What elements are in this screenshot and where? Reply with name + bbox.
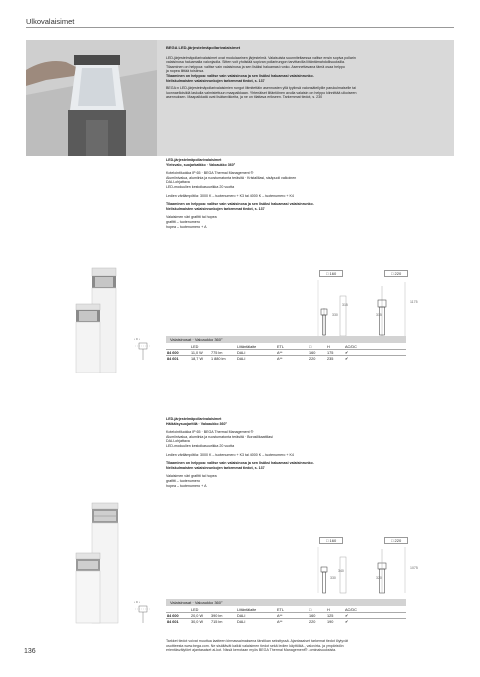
product-subtitle: Häikäisysuojaritilä · Valoaukko 360° [166,421,227,426]
svg-text:• D •: • D • [134,337,140,341]
dim-label-small: □ 160 [319,537,343,544]
dim-height-1: 340 [338,569,344,573]
col-ballast: Liitäntälaite [237,344,257,349]
intro-line: LED-järjestelmäpollarivalaisimet ovat modulaarinen järjestelmä. Valaisuista suunniteltaessa valitse ensin sopiva pollarin [166,55,356,60]
product1-text [166,158,416,229]
product-title: LED-järjestelmäpollarivalaisimet [166,417,222,421]
page-header-title: Ulkovalaisimet [26,17,75,26]
color-line: hopea – tuotenumero + A [166,483,207,488]
product-subtitle: Yleisvalo, suojarkatkko · Valoaukko 360° [166,162,236,167]
product-line: Kotelointiluokka IP 65 · BEGA Thermal Management ® [166,171,254,176]
footer-line: Tarkket tiedot voivat muuttua laatteen kirmassaimaksena tärstikan seksttyssä. Ajantasaiset tarkemat tiedot löytyvät [166,639,348,643]
page-number: 136 [24,648,36,655]
col-height: H [327,607,330,612]
dimension-drawing [310,543,420,600]
dimension-drawing [310,276,420,343]
spec-header-2: Valaisinosat · Valoaukko 360° [166,599,406,606]
table-row: 84 601 30,0 W 715 lm DALI A** 220 190 ✔ [166,619,406,625]
spec-table-1 [166,344,406,362]
intro-line: BEGA:n LED-järjestelmäpollarivalaisimien rungot liitmitettäin asennusten yllä tyylinsä valonsäteilyille parukulmaiselle tai [166,86,356,91]
header-rule [26,27,454,28]
intro-text [166,46,446,100]
product-line: Alumiinivalua, alumiinia ja ruostumatonta teräsitä · Kristallilasi, sisäpuoli valkoinen [166,175,297,180]
spec-table-2 [166,607,406,625]
intro-bold-line: Neliskulmaisten valaisinrunkojen tarkemmat tiedot, s. 137 [166,78,265,83]
dim-label-large: □ 220 [384,270,408,277]
table-row: 84 601 18,7 W 1 880 lm DALI A** 220 235 ✔ [166,356,406,362]
intro-line: valaisinosa haluamalla valonjaolla. Sitten voit yhdistää sopivan pollarirungon tarvittavilla liitäntämahdollisuuksilla. [166,60,345,65]
col-acdc: AC/DC [345,607,357,612]
product-line: LED-moduulien kestoikasuurikka 20 vuotta [166,443,235,448]
dim-height-4: 1075 [410,566,418,570]
color-line: grafitti – tuotenumero [166,478,200,483]
dim-label-small: □ 160 [319,270,343,277]
intro-line: ja nopea liittää toisiinsa. [166,69,205,74]
dim-label-large: □ 220 [384,537,408,544]
color-line: hopea – tuotenumero + A [166,224,207,229]
product-title: LED-järjestelmäpollarivalaisimet [166,158,222,162]
intro-line: Tilaaminen on helppoa: valitse vain valaisinosa ja sen lisäksi haluamasi runko. Asennettavana tämä osaa helppo [166,64,345,69]
dim-height-4: 1175 [410,300,418,304]
color-temp-line: Ledien värilämpötila: 3000 K – tuotenumero + K3 tai 4000 K – tuotenumero + K4 [166,452,294,457]
footer-line: erientäsvälytöet ajantasaiset ai-kot. Nissä kerrotaan myös BEGA Thermal Management® -ominaisuuksista. [166,648,337,652]
col-size: □ [309,607,312,612]
product-line: DALI-ohjattava [166,180,190,185]
intro-line: luonnaelloisiklä laskulla valmistettuun maapaikkaan. Yhtenäiset liitäntöinen avulla valaisin on helppo kiinnittää ulkoiseen [166,90,357,95]
product-line: Alumiinivalua, alumiinia ja ruostumatonta teräsitä · Borosilikaattilasi [166,434,273,439]
product-line: LED-moduulien kestoikasuurikka 20 vuotta [166,184,235,189]
col-led: LED [191,344,199,349]
svg-text:• D •: • D • [134,600,140,604]
dim-height-2: 330 [332,313,338,317]
order-note: Neliskulmaisten valaisinrunkojen tarkemmat tiedot, s. 137 [166,206,265,211]
col-size: □ [309,344,312,349]
intro-photo [26,40,157,156]
col-etl: ETL [277,607,284,612]
product2-text [166,417,416,488]
intro-bold-line: Tilaaminen on helppoa: valitse vain valaisinosa ja sen lisäksi haluamasi valaisinrunko. [166,73,314,78]
dim-height-3: 320 [376,576,382,580]
beam-symbol [132,336,154,367]
col-led: LED [191,607,199,612]
spec-header-1: Valaisinosat · Valoaukko 360° [166,336,406,343]
footer-note [166,639,428,653]
color-line: Valaisimen väri grafitti tai hopea [166,215,217,220]
intro-band [26,40,454,156]
col-height: H [327,344,330,349]
intro-line: asennuksen. Maapaikkatä ovat lisätarvikkeita, ja ne on tilattava erikseen. Tarkemmat tiedot, s. 230 [166,95,323,100]
table-row: 84 600 20,0 W 390 lm DALI A** 160 125 ✔ [166,613,406,619]
intro-title: BEGA LED-järjestelmäpollarivalaisimet [166,45,241,50]
col-ballast: Liitäntälaite [237,607,257,612]
dim-height-3: 315 [376,313,382,317]
order-note: Neliskulmaisten valaisinrunkojen tarkemmat tiedot, s. 137 [166,465,265,470]
beam-symbol [132,599,154,630]
product-line: Kotelointiluokka IP 65 · BEGA Thermal Management ® [166,430,254,435]
order-note: Tilaaminen on helppoa: valitse vain valaisinosa ja sen lisäksi haluamasi valaisinrunko. [166,461,314,466]
color-line: grafitti – tuotenumero [166,219,200,224]
color-temp-line: Ledien värilämpötila: 3000 K – tuotenumero + K3 tai 4000 K – tuotenumero + K4 [166,193,294,198]
product-line: DALI-ohjattava [166,439,190,444]
footer-line: osoitteesta www.bega.com. Ne sisältävät kaikki valaisimen tiedot sekä ledien käyttöikä-, valovirta- ja ympäristön [166,643,344,648]
col-etl: ETL [277,344,284,349]
table-row: 84 600 11,0 W 775 lm DALI A** 160 175 ✔ [166,350,406,356]
col-acdc: AC/DC [345,344,357,349]
order-note: Tilaaminen on helppoa: valitse vain valaisinosa ja sen lisäksi haluamasi valaisinrunko. [166,202,314,207]
dim-height-1: 315 [342,303,348,307]
color-line: Valaisimen väri grafitti tai hopea [166,474,217,479]
dim-height-2: 330 [330,576,336,580]
